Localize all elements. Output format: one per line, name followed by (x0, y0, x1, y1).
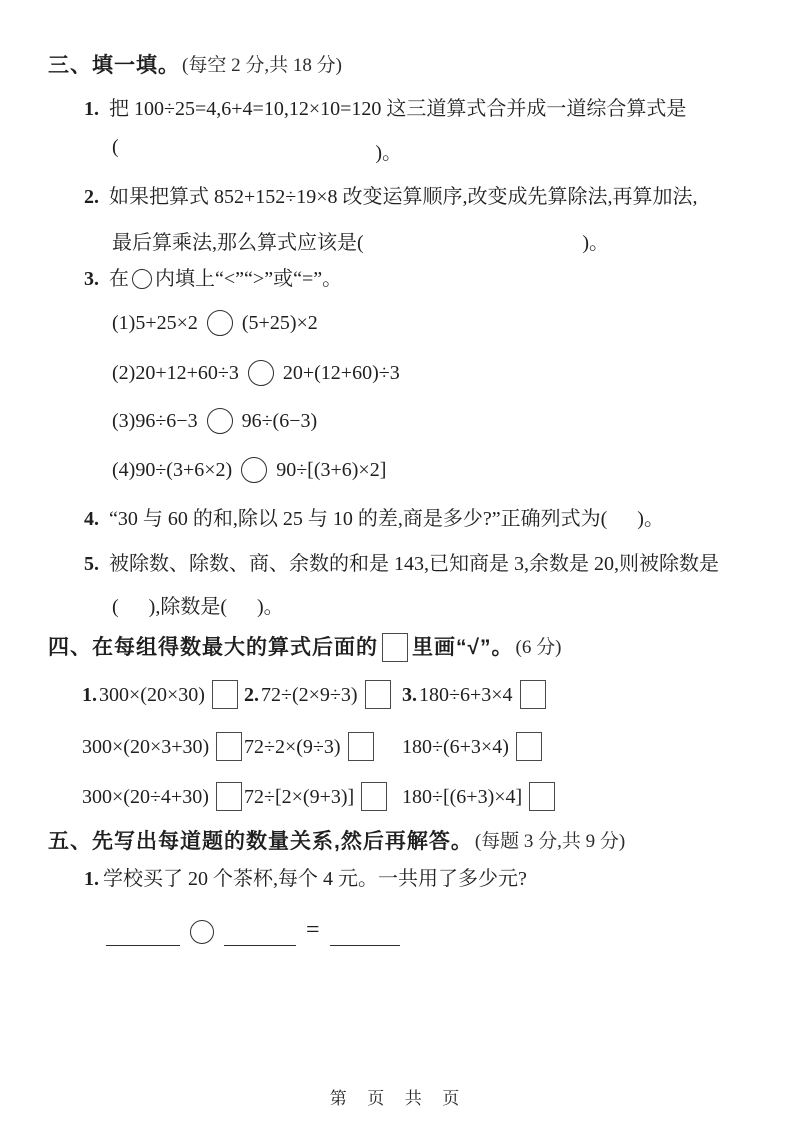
checkbox-example-icon (382, 633, 408, 662)
comparison-answer-circle[interactable] (241, 457, 267, 483)
right-expression: 90÷[(3+6)×2] (276, 459, 387, 481)
comparison-row-2 (112, 360, 400, 386)
page-footer: 第 页 共 页 (329, 1089, 464, 1108)
answer-blank-underline[interactable] (330, 917, 400, 946)
answer-checkbox[interactable] (529, 782, 555, 811)
expression-cell (244, 782, 387, 811)
group-2-number: 2. (244, 683, 259, 706)
question-3-intro-post: 内填上“<”“>”或“=”。 (155, 268, 343, 290)
expression: 300×(20÷4+30) (82, 785, 209, 808)
question-5-line1: 被除数、除数、商、余数的和是 143,已知商是 3,余数是 20,则被除数是 (109, 553, 719, 575)
question-3-intro-pre: 在 (109, 268, 129, 290)
right-expression: 20+(12+60)÷3 (282, 362, 400, 384)
close-paren: )。 (375, 142, 402, 164)
question-2 (84, 184, 698, 210)
section5-header (48, 828, 625, 856)
section5-title: 五、先写出每道题的数量关系,然后再解答。 (48, 830, 473, 853)
section3-header (48, 52, 342, 80)
expression-cell (244, 680, 391, 709)
expression-cell (82, 680, 238, 709)
question-1-answer-blank[interactable] (112, 136, 402, 165)
expression-cell (244, 732, 374, 761)
section4-title-post: 里画“√”。 (412, 635, 514, 659)
equals-sign: = (306, 917, 320, 943)
operator-answer-circle[interactable] (190, 920, 214, 944)
expression: 72÷[2×(9+3)] (244, 785, 355, 808)
open-paren: ( (112, 136, 119, 158)
question-3-number: 3. (84, 268, 99, 290)
left-expression: (2)20+12+60÷3 (112, 362, 239, 384)
answer-checkbox[interactable] (212, 680, 238, 709)
answer-checkbox[interactable] (365, 680, 391, 709)
question-1 (84, 96, 686, 122)
question-5-number: 5. (84, 553, 99, 575)
answer-blank-underline[interactable] (224, 917, 296, 946)
comparison-answer-circle[interactable] (207, 408, 233, 434)
question-1-text: 把 100÷25=4,6+4=10,12×10=120 这三道算式合并成一道综合算式是 (109, 98, 687, 120)
equation-answer-line (106, 910, 400, 946)
answer-checkbox[interactable] (361, 782, 387, 811)
question-2-number: 2. (84, 186, 99, 208)
question-4-number: 4. (84, 508, 99, 530)
right-expression: (5+25)×2 (241, 312, 318, 334)
comparison-answer-circle[interactable] (248, 360, 274, 386)
expression-cell (402, 732, 542, 761)
section4-score: (6 分) (515, 636, 562, 658)
expression-cell (402, 680, 546, 709)
comparison-row-1 (112, 310, 318, 336)
comparison-circle-icon (132, 269, 152, 289)
answer-checkbox[interactable] (348, 732, 374, 761)
expression: 180÷[(6+3)×4] (402, 785, 523, 808)
answer-checkbox[interactable] (216, 782, 242, 811)
left-expression: (4)90÷(3+6×2) (112, 459, 233, 481)
left-expression: (3)96÷6−3 (112, 410, 198, 432)
question-5-line2 (112, 594, 284, 620)
question-5-answer-blanks[interactable]: ( ),除数是( )。 (112, 596, 284, 618)
section5-score: (每题 3 分,共 9 分) (474, 831, 626, 852)
question-4-text: “30 与 60 的和,除以 25 与 10 的差,商是多少?”正确列式为( )。 (109, 508, 664, 530)
question-3 (84, 266, 342, 292)
left-expression: (1)5+25×2 (112, 312, 198, 334)
answer-checkbox[interactable] (516, 732, 542, 761)
expression: 300×(20×30) (99, 683, 205, 706)
section3-score: (每空 2 分,共 18 分) (182, 55, 342, 76)
expression: 180÷6+3×4 (419, 683, 513, 706)
answer-blank-underline[interactable] (106, 917, 180, 946)
word-problem-1-text: 学校买了 20 个茶杯,每个 4 元。一共用了多少元? (103, 868, 527, 890)
group-3-number: 3. (402, 683, 417, 706)
expression: 72÷2×(9÷3) (244, 735, 341, 758)
question-5 (84, 551, 719, 577)
word-problem-1 (84, 866, 527, 892)
word-problem-1-number: 1. (84, 868, 99, 890)
close-paren: )。 (582, 232, 609, 254)
comparison-row-4 (112, 457, 386, 483)
right-expression: 96÷(6−3) (241, 410, 318, 432)
question-2-answer-blank[interactable] (112, 226, 609, 255)
question-2-line1: 如果把算式 852+152÷19×8 改变运算顺序,改变成先算除法,再算加法, (109, 186, 698, 208)
expression-cell (82, 732, 242, 761)
section4-header (48, 633, 561, 662)
comparison-answer-circle[interactable] (207, 310, 233, 336)
question-1-number: 1. (84, 98, 99, 120)
question-4 (84, 506, 664, 532)
comparison-row-3 (112, 408, 317, 434)
expression: 72÷(2×9÷3) (261, 683, 358, 706)
expression: 300×(20×3+30) (82, 735, 210, 758)
answer-checkbox[interactable] (520, 680, 546, 709)
question-2-line2-pre: 最后算乘法,那么算式应该是( (112, 232, 364, 254)
expression-cell (402, 782, 555, 811)
section3-title: 三、填一填。 (48, 54, 180, 77)
answer-checkbox[interactable] (216, 732, 242, 761)
group-1-number: 1. (82, 683, 97, 706)
section4-title-pre: 四、在每组得数最大的算式后面的 (48, 635, 378, 659)
expression-cell (82, 782, 242, 811)
expression: 180÷(6+3×4) (402, 735, 509, 758)
